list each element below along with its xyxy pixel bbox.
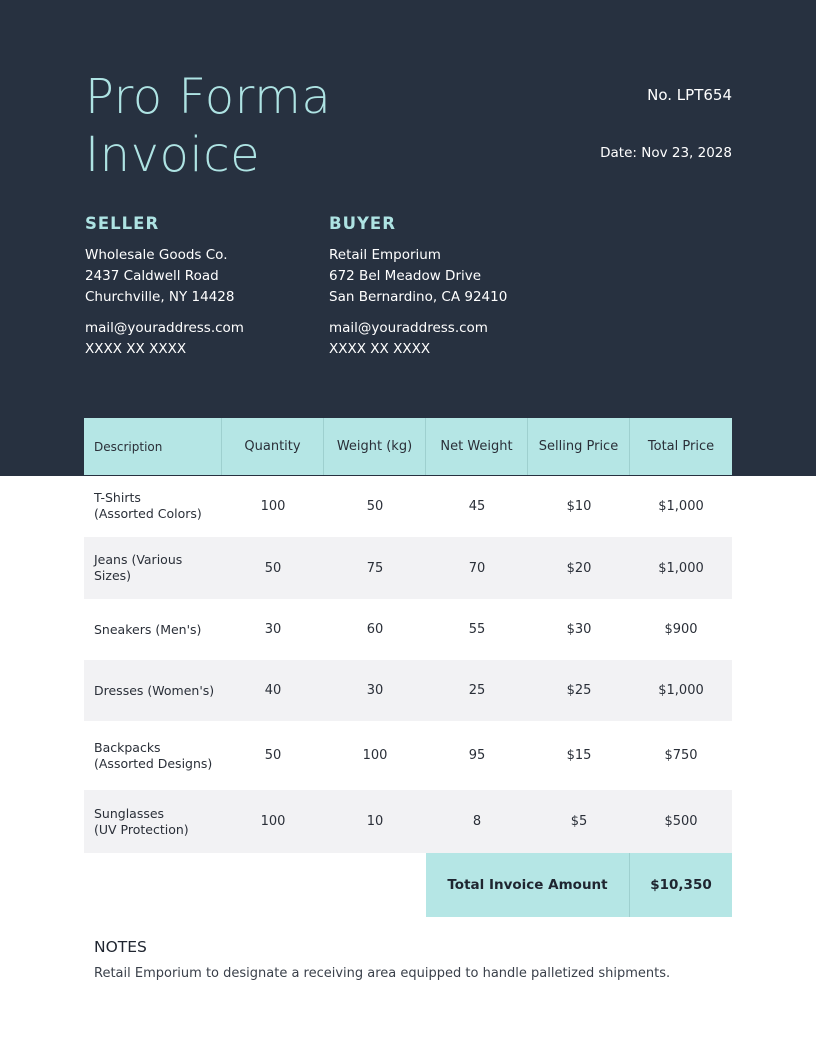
table-row [84, 475, 732, 537]
cell-selling-price: $5 [570, 814, 588, 829]
cell-weight: 10 [366, 814, 384, 829]
cell-net-weight: 45 [468, 498, 486, 514]
cell-description: Backpacks (Assorted Designs) [94, 739, 213, 771]
invoice-number: No. LPT654 [647, 86, 732, 104]
cell-selling-price: $15 [566, 748, 592, 763]
cell-description: Dresses (Women's) [94, 682, 215, 698]
notes-text: Retail Emporium to designate a receiving area equipped to handle palletized shipments. [94, 966, 671, 981]
column-header-quantity: Quantity [222, 418, 324, 475]
seller-city: Churchville, NY 14428 [85, 289, 235, 305]
cell-weight: 100 [362, 748, 388, 763]
cell-weight: 60 [366, 622, 384, 637]
page-title [85, 68, 331, 184]
invoice-date: Date: Nov 23, 2028 [600, 145, 732, 161]
cell-quantity: 50 [264, 560, 282, 576]
cell-net-weight: 70 [468, 560, 486, 576]
cell-selling-price: $25 [566, 683, 592, 698]
seller-heading: SELLER [85, 214, 160, 233]
cell-total-price: $750 [664, 748, 698, 763]
cell-quantity: 50 [264, 748, 282, 763]
cell-total-price: $1,000 [658, 498, 704, 514]
buyer-city: San Bernardino, CA 92410 [329, 289, 508, 305]
notes-heading: NOTES [94, 938, 147, 956]
column-header-total-price: Total Price [647, 439, 715, 454]
column-header-net-weight: Net Weight [426, 418, 528, 475]
cell-quantity: 100 [260, 814, 286, 829]
cell-weight: 75 [366, 560, 384, 576]
cell-selling-price: $30 [566, 622, 592, 637]
cell-total-price: $1,000 [658, 560, 704, 576]
cell-net-weight: 25 [468, 683, 486, 698]
buyer-block [329, 214, 507, 360]
cell-selling-price: $10 [566, 498, 592, 514]
cell-net-weight: 55 [468, 622, 486, 637]
cell-selling-price: $20 [566, 560, 592, 576]
cell-quantity: 40 [264, 683, 282, 698]
column-header-description: Description [84, 418, 222, 475]
cell-total-price: $500 [664, 814, 698, 829]
column-header-weight: Weight (kg) [324, 418, 426, 475]
cell-quantity: 30 [264, 622, 282, 637]
seller-phone: XXXX XX XXXX [85, 341, 187, 357]
cell-weight: 30 [366, 683, 384, 698]
title-line-2: Invoice [85, 127, 261, 183]
table-header [84, 418, 732, 475]
table-row [84, 790, 732, 853]
buyer-street: 672 Bel Meadow Drive [329, 268, 482, 284]
cell-description: Jeans (Various Sizes) [94, 552, 183, 583]
cell-net-weight: 95 [468, 748, 486, 763]
column-header-selling-price: Selling Price [528, 418, 630, 475]
table-row [84, 537, 732, 599]
buyer-heading: BUYER [329, 214, 396, 233]
seller-block [85, 214, 244, 360]
buyer-name: Retail Emporium [329, 247, 441, 263]
buyer-email: mail@youraddress.com [329, 320, 488, 336]
table-row [84, 721, 732, 790]
total-value: $10,350 [630, 853, 732, 917]
cell-description: Sneakers (Men's) [94, 621, 202, 637]
total-row [84, 853, 732, 917]
cell-description: T-Shirts (Assorted Colors) [94, 490, 202, 521]
total-label: Total Invoice Amount [426, 853, 630, 917]
cell-total-price: $900 [664, 622, 698, 637]
notes-section [94, 938, 670, 981]
seller-street: 2437 Caldwell Road [85, 268, 219, 284]
cell-description: Sunglasses (UV Protection) [94, 805, 189, 837]
cell-total-price: $1,000 [658, 683, 704, 698]
table-row [84, 660, 732, 721]
seller-email: mail@youraddress.com [85, 320, 244, 336]
buyer-phone: XXXX XX XXXX [329, 341, 431, 357]
cell-weight: 50 [366, 498, 384, 514]
table-row [84, 599, 732, 660]
cell-net-weight: 8 [472, 814, 482, 829]
items-table [84, 418, 732, 917]
title-line-1: Pro Forma [85, 69, 332, 125]
seller-name: Wholesale Goods Co. [85, 247, 228, 263]
cell-quantity: 100 [260, 498, 286, 514]
